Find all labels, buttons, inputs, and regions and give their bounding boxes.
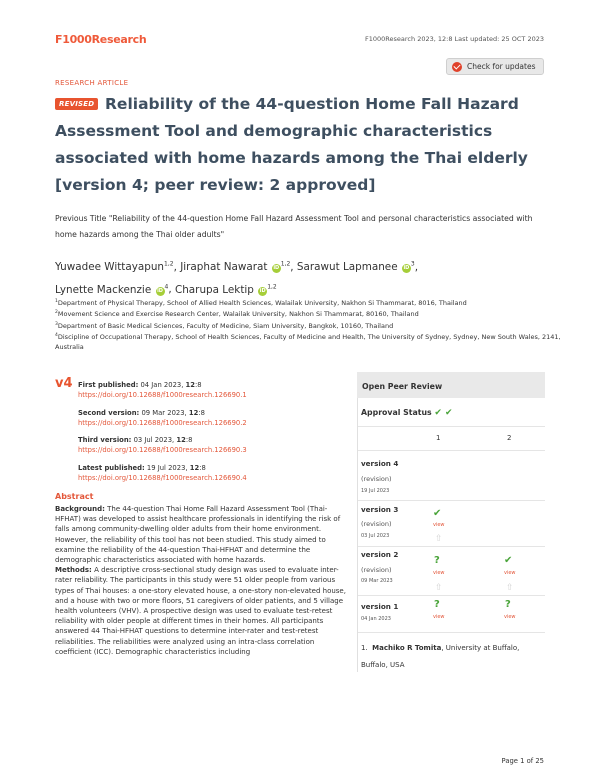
page-number: Page 1 of 25 (501, 757, 544, 765)
reviewer-name[interactable]: Machiko R Tomita (372, 644, 442, 652)
check-updates-button[interactable] (446, 58, 544, 75)
arrow-up-icon: ⇧ (435, 534, 443, 544)
view-report-link[interactable]: view (504, 614, 516, 620)
author[interactable]: Jiraphat Nawarat iD$^{1,2}$ (180, 261, 291, 274)
version-entry: Second version: 09 Mar 2023, 12:8 https://doi.org/10.12688/f1000research.126690.2 (78, 408, 348, 428)
version-entry: First published: 04 Jan 2023, 12:8 https://doi.org/10.12688/f1000research.126690.1 (78, 380, 348, 400)
affiliations (55, 297, 565, 353)
view-report-link[interactable]: view (433, 614, 445, 620)
approved-check-icon: ✔ (504, 555, 513, 566)
reviewer-column-1: 1 (436, 434, 441, 442)
check-icon (452, 62, 462, 72)
question-icon: ? (434, 555, 440, 566)
journal-logo[interactable]: F1000Research (55, 33, 147, 46)
divider (358, 546, 545, 547)
review-version-date: 09 Mar 2023 (361, 578, 393, 584)
divider (358, 595, 545, 596)
doi-link[interactable]: https://doi.org/10.12688/f1000research.126690.3 (78, 446, 247, 454)
review-version-label: version 1 (361, 602, 399, 611)
version-badge: v4 (55, 376, 73, 391)
question-icon: ? (505, 599, 511, 610)
peer-review-title: Open Peer Review (357, 372, 545, 398)
doi-link[interactable]: https://doi.org/10.12688/f1000research.126690.1 (78, 391, 247, 399)
author[interactable]: Yuwadee Wittayapun$^{1,2}$ (55, 261, 174, 274)
orcid-icon[interactable]: iD (157, 287, 163, 294)
doi-link[interactable]: https://doi.org/10.12688/f1000research.126690.4 (78, 473, 247, 482)
affiliation: $^2$Movement Science and Exercise Research Center, Walailak University, Nakhon Si Thammarat, 80160, Thailand (55, 310, 419, 319)
approved-check-icon: ✔ ✔ (434, 408, 453, 418)
review-version-date: 19 Jul 2023 (361, 488, 390, 494)
approval-status: Approval Status ✔ ✔ (361, 408, 453, 418)
version-entry: Latest published: 19 Jul 2023, 12:8 https://doi.org/10.12688/f1000research.126690.4 (78, 463, 348, 483)
divider (358, 450, 545, 451)
review-version-sub: (revision) (361, 475, 392, 483)
view-report-link[interactable]: view (433, 522, 445, 528)
version-entry: Third version: 03 Jul 2023, 12:8 https://doi.org/10.12688/f1000research.126690.3 (78, 435, 348, 455)
approved-check-icon: ✔ (433, 508, 442, 519)
version-history (78, 380, 348, 490)
review-version-sub: (revision) (361, 520, 392, 528)
review-version-label: version 4 (361, 459, 399, 468)
orcid-icon[interactable]: iD (259, 287, 266, 294)
orcid-icon[interactable]: iD (403, 265, 410, 272)
affiliation: $^4$Discipline of Occupational Therapy, School of Health Sciences, Faculty of Medicine and Health, The University of Sydney, Sydney, New South Wales, 2141, Australia (55, 333, 561, 352)
reviewer-entry: 1. Machiko R Tomita, University at Buffalo, Buffalo, USA (361, 644, 520, 669)
revised-badge: REVISED (55, 98, 98, 110)
author[interactable]: Sarawut Lapmanee $iD^3$ (296, 261, 415, 274)
review-version-date: 03 Jul 2023 (361, 533, 390, 539)
check-updates-label: Check for updates (467, 62, 536, 71)
divider (358, 426, 545, 427)
review-version-date: 04 Jan 2023 (361, 616, 391, 622)
arrow-up-icon: ⇧ (506, 583, 514, 593)
divider (358, 632, 545, 633)
question-icon: ? (434, 599, 440, 610)
divider (358, 500, 545, 501)
article-title: Reliability of the 44-question Home Fall Hazard Assessment Tool and demographic characteristics associated with home hazards among the Thai elderly [version 4; peer review: 2 approved] (55, 95, 528, 194)
header-meta: F1000Research 2023, 12:8 Last updated: 25 OCT 2023 (365, 35, 544, 43)
author[interactable]: Lynette Mackenzie $iD^4$ (55, 283, 169, 296)
orcid-icon[interactable]: iD (273, 265, 280, 272)
arrow-up-icon: ⇧ (435, 583, 443, 593)
review-version-sub: (revision) (361, 566, 392, 574)
abstract-heading: Abstract (55, 492, 94, 501)
review-version-label: version 2 (361, 550, 399, 559)
view-report-link[interactable]: view (504, 570, 516, 576)
previous-title: Previous Title "Reliability of the 44-question Home Fall Hazard Assessment Tool and personal characteristics associated with home hazards among the Thai older adults" (55, 214, 533, 239)
review-version-label: version 3 (361, 505, 399, 514)
author[interactable]: Charupa Lektip iD$^{1,2}$ (174, 283, 277, 296)
affiliation: $^3$Department of Basic Medical Sciences, Faculty of Medicine, Siam University, Bangkok, 10160, Thailand (55, 321, 394, 330)
doi-link[interactable]: https://doi.org/10.12688/f1000research.126690.2 (78, 418, 247, 427)
reviewer-column-2: 2 (507, 434, 512, 442)
author-list: Yuwadee Wittayapun$^{1,2}$, Jiraphat Nawarat iD$^{1,2}$, Sarawut Lapmanee $iD^3$, Lynette Mackenzie $iD^4$, Charupa Lektip iD$^{1,2}$ (55, 261, 419, 296)
affiliation: $^1$Department of Physical Therapy, School of Allied Health Sciences, Walailak University, Nakhon Si Thammarat, 8016, Thailand (55, 299, 467, 308)
view-report-link[interactable]: view (433, 570, 445, 576)
article-type: RESEARCH ARTICLE (55, 79, 129, 87)
abstract-body: Background: The 44-question Thai Home Fall Hazard Assessment Tool (Thai-HFHAT) was developed to assist healthcare professionals in identifying the risk of falls among community-dwelling older adults from their home environment. However, the reliability of this tool has not been studied. This study aimed to examine the reliability of the 44-question Thai-HFHAT and determine the demographic characteristics associated with home hazards. Methods: A descriptive cross-sectional study design was used to evaluate inter-rater reliability. The participants in this study were 51 older people from various types of Thai houses: a one-story elevated house, a one-story non-elevated house, and a house with two or more floors, 51 caregivers of older patients, and 5 village health volunteers (VHV). A prospective design was used to evaluate test-retest reliability with older people at different times in their homes. All participants answered 44 Thai-HFHAT questions to determine inter-rater and test-retest reliabilities. The reliabilities were analyzed using an intra-class correlation coefficient (ICC). Demographic characteristics including (55, 505, 346, 656)
